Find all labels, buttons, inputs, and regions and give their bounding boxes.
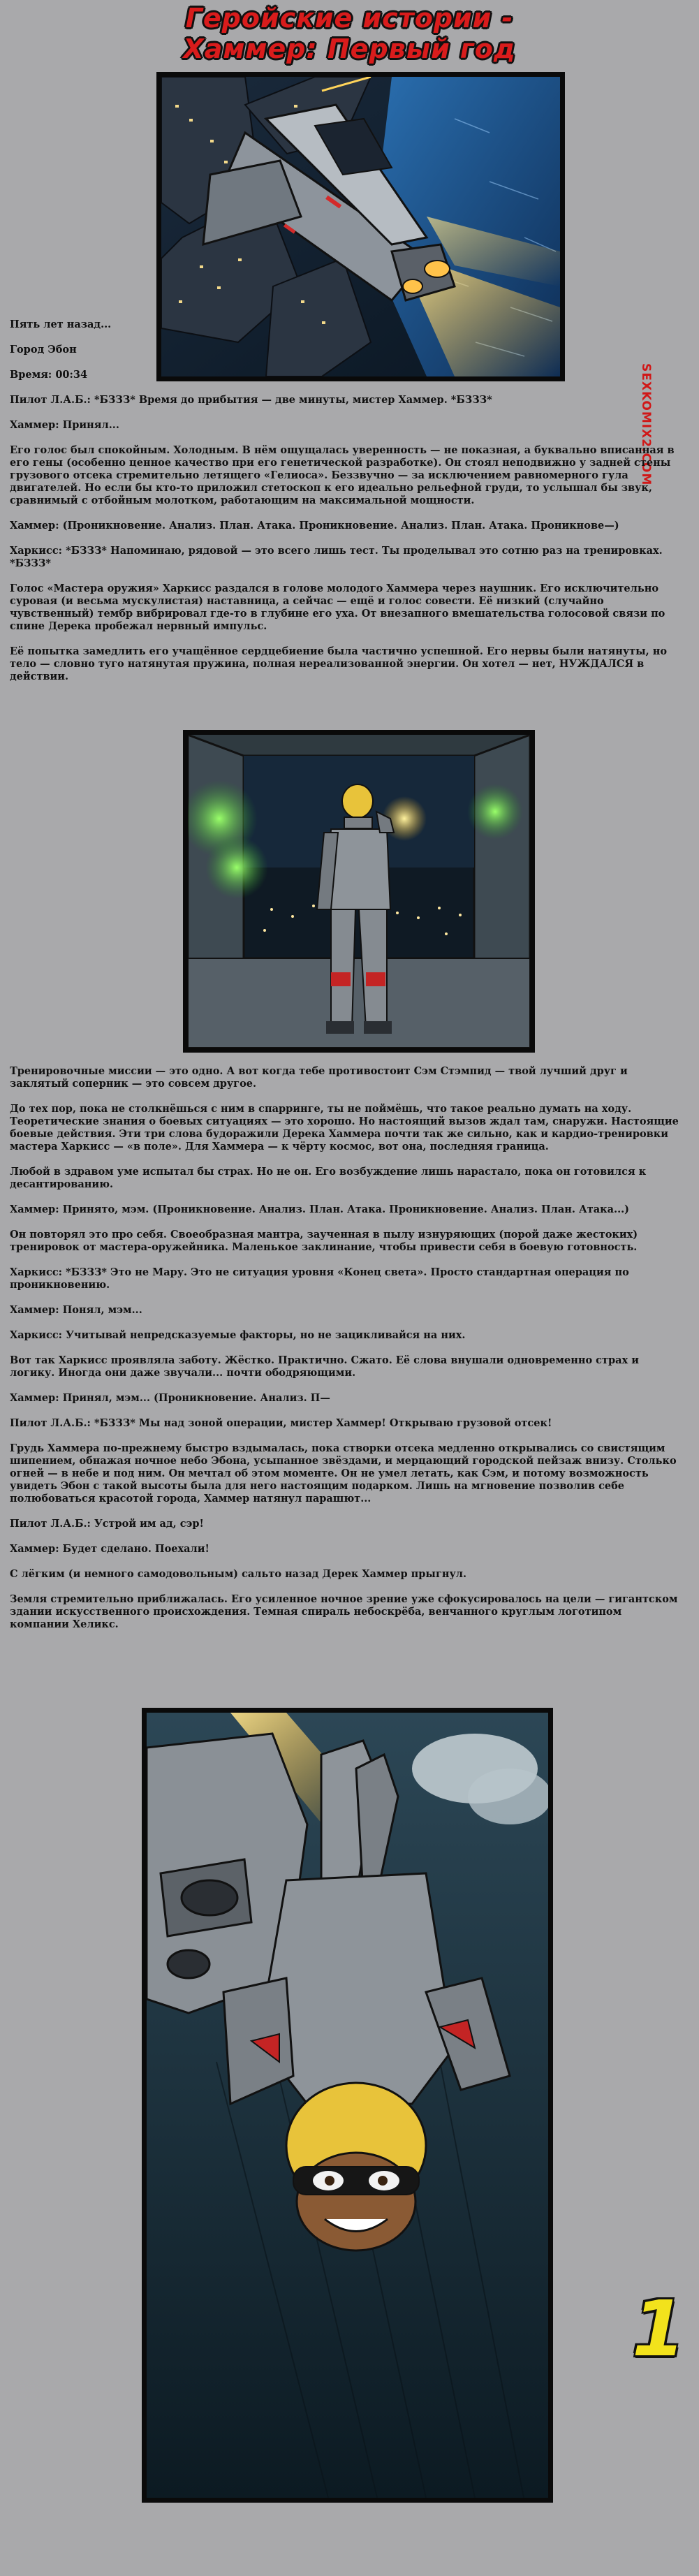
narration-paragraph: Вот так Харкисс проявляла заботу. Жёстко. Практично. Сжато. Её слова внушали одновременно страх и логику. Иногда они даже звучали... почти ободряющими.	[10, 1354, 639, 1379]
dialogue-line: Харкисс: *БЗЗЗ* Это не Мару. Это не ситуация уровня «Конец света». Просто стандартная операция по проникновению.	[10, 1266, 629, 1291]
dialogue-line: Хаммер: Принято, мэм. (Проникновение. Анализ. План. Атака. Проникновение. Анализ. План. Атака...)	[10, 1203, 630, 1215]
narration-paragraph: Голос «Мастера оружия» Харкисс раздался в голове молодого Хаммера через наушник. Его исключительно суровая (и весьма мускулистая) наставница, а сейчас — ещё и голос совести. Её низкий (случайно чувственный) тембр вибрировал где-то в глубине его уха. От внезапного вмешательства голосовой связи по спине Дерека пробежал нервный импульс.	[10, 583, 665, 632]
dialogue-line: Хаммер: Будет сделано. Поехали!	[10, 1543, 209, 1555]
narration-paragraph: Грудь Хаммера по-прежнему быстро вздымалась, пока створки отсека медленно открывались со свистящим шипением, обнажая ночное небо Эбона, усыпанное звёздами, и мерцающий городской пейзаж внизу. Столько огней — в небе и под ним. Он мечтал об этом моменте. Он не умел летать, как Сэм, и потому возможность увидеть Эбон с такой высоты была для него настоящим подарком. Лишь на мгновение позволив себе полюбоваться красотой города, Хаммер натянул парашют...	[10, 1442, 677, 1505]
dialogue-line: Пилот Л.А.Б.: *БЗЗЗ* Мы над зоной операции, мистер Хаммер! Открываю грузовой отсек!	[10, 1417, 552, 1429]
narration-paragraph: Его голос был спокойным. Холодным. В нём ощущалась уверенность — не показная, а буквально вписанная в его гены (особенно ценное качество при его генетической разработке). Он стоял неподвижно у задней стены грузового отсека стремительно летящего «Гелиоса». Беззвучно — за исключением равномерного гула двигателей. Но если бы кто-то приложил стетоскоп к его идеально рельефной груди, то услышал бы звук, сравнимый с отбойным молотком, работающим на максимальной мощности.	[10, 444, 675, 506]
narration-paragraph: С лёгким (и немного самодовольным) сальто назад Дерек Хаммер прыгнул.	[10, 1568, 467, 1580]
title-line-1: Геройские истории -	[185, 3, 514, 34]
narration-paragraph: Он повторял это про себя. Своеобразная мантра, заученная в пылу изнуряющих (порой даже жестоких) тренировок от мастера-оружейника. Маленькое заклинание, чтобы привести себя в боевую готовность.	[10, 1229, 638, 1253]
dialogue-line: Хаммер: Понял, мэм...	[10, 1304, 142, 1316]
dialogue-line: Хаммер: (Проникновение. Анализ. План. Атака. Проникновение. Анализ. План. Атака. Проникнове—)	[10, 520, 619, 532]
dialogue-line: Хаммер: Принял...	[10, 419, 119, 431]
narration-paragraph: Любой в здравом уме испытал бы страх. Но не он. Его возбуждение лишь нарастало, пока он готовился к десантированию.	[10, 1166, 647, 1190]
narration-paragraph: Тренировочные миссии — это одно. А вот когда тебе противостоит Сэм Стэмпид — твой лучший друг и заклятый соперник — это совсем другое.	[10, 1065, 628, 1090]
narration-paragraph: До тех пор, пока не столкнёшься с ним в спарринге, ты не поймёшь, что такое реально думать на ходу. Теоретические знания о боевых ситуациях — это хорошо. Но настоящий вызов ждал там, снаружи. Настоящие боевые действия. Эти три слова будоражили Дерека Хаммера почти так же сильно, как и кардио-тренировки мастера Харкисс — «в поле». Для Хаммера — к чёрту космос, вот она, последняя граница.	[10, 1103, 679, 1152]
narration-paragraph: Её попытка замедлить его учащённое сердцебиение была частично успешной. Его нервы были натянуты, но тело — словно туго натянутая пружина, полная нереализованной энергии. Он хотел — нет, НУЖДАЛСЯ в действии.	[10, 645, 668, 682]
dialogue-line: Пилот Л.А.Б.: *БЗЗЗ* Время до прибытия — две минуты, мистер Хаммер. *БЗЗЗ*	[10, 394, 492, 406]
narration-line: Время: 00:34	[10, 369, 88, 381]
dialogue-line: Пилот Л.А.Б.: Устрой им ад, сэр!	[10, 1518, 204, 1530]
page-number: 1	[632, 2284, 686, 2373]
comic-title	[0, 3, 699, 64]
narration-paragraph: Земля стремительно приближалась. Его усиленное ночное зрение уже сфокусировалось на цели — гигантском здании искусственного происхождения. Темная спираль небоскрёба, венчанного круглым логотипом компании Хеликс.	[10, 1593, 678, 1630]
dialogue-line: Харкисс: *БЗЗЗ* Напоминаю, рядовой — это всего лишь тест. Ты проделывал это сотню раз на тренировках. *БЗЗЗ*	[10, 545, 663, 569]
dialogue-line: Хаммер: Принял, мэм... (Проникновение. Анализ. П—	[10, 1392, 330, 1404]
panel-cargo-bay	[183, 730, 535, 1053]
falling-hero-illustration	[147, 1713, 548, 2498]
dialogue-line: Харкисс: Учитывай непредсказуемые факторы, но не зацикливайся на них.	[10, 1329, 466, 1341]
panel-hero-falling	[142, 1708, 553, 2503]
narration-block-2	[10, 1065, 684, 1644]
narration-block-1	[10, 319, 684, 696]
cargo-bay-illustration	[188, 735, 530, 1048]
narration-line: Город Эбон	[10, 344, 77, 356]
narration-line: Пять лет назад...	[10, 319, 112, 330]
watermark: SEXKOMIX2.COM	[639, 363, 653, 486]
title-line-2: Хаммер: Первый год	[183, 34, 516, 64]
